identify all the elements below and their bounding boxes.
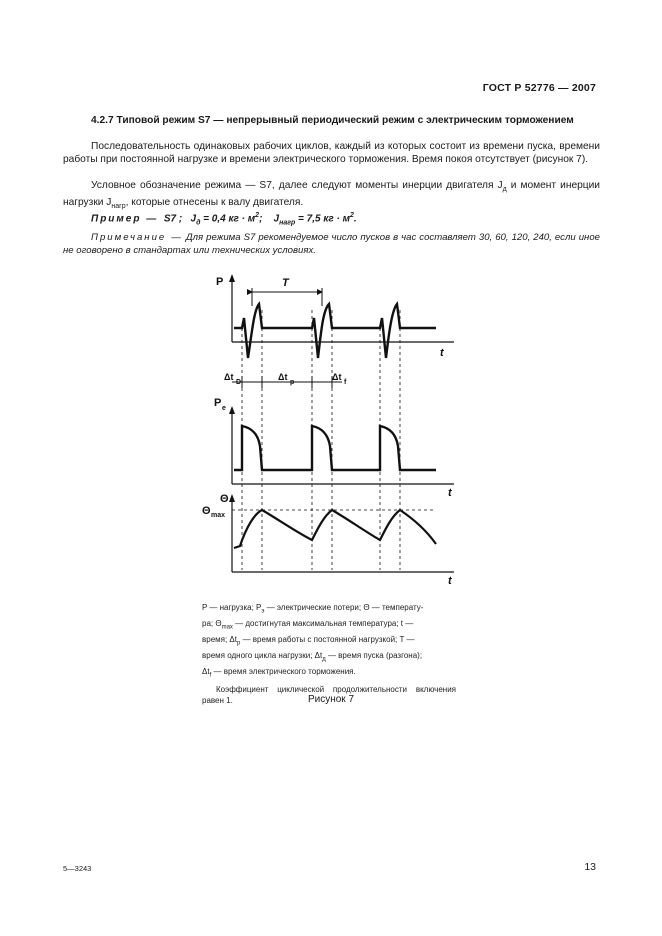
label-theta: Θ xyxy=(220,493,229,505)
pe-waveform xyxy=(234,426,436,470)
label-pe-sub: e xyxy=(222,405,226,412)
standard-number: ГОСТ Р 52776 — 2007 xyxy=(482,82,596,94)
section-heading: 4.2.7 Типовой режим S7 — непрерывный периодический режим с электрическим торможением xyxy=(91,115,574,126)
example-line: Пример — S7 ; $J_д = 0,4$ кг · $м^2$; $J_{нагр} = 7,5$ кг · $м^2$. xyxy=(91,212,357,227)
label-t-1: t xyxy=(440,347,444,359)
note: Примечание — Для режима S7 рекомендуемое число пусков в час составляет 30, 60, 120, 240, если иное не оговорено в стандартах или технических условиях. xyxy=(63,232,600,256)
p-axis-arrow xyxy=(229,274,235,282)
figure-caption: Рисунок 7 xyxy=(307,694,355,705)
figure-legend: P — нагрузка; $P_э$ — электрические потери; Θ — температу- ра; $\Theta_{max}$ — достигнутая максимальная температура; t — время; $\Delta t_p$ — время работы с постоянной нагрузкой; T — время одного цикла нагрузки; $\Delta t_д$ — время пуска (разгона); $\Delta t_f$ — время электрического торможения. Коэффициент циклической продолжительности включения равен 1. xyxy=(202,603,456,706)
theta-waveform xyxy=(234,510,436,548)
label-T: T xyxy=(282,277,289,289)
label-pe: P xyxy=(214,397,222,409)
paragraph-designation: Условное обозначение режима — S7, далее следуют моменты инерции двигателя $J_д$ и момент инерции нагрузки $J_{нагр}$, которые отнесены к валу двигателя. xyxy=(63,180,600,210)
figure-s7-diagram xyxy=(196,270,466,590)
label-t-3: t xyxy=(448,575,452,587)
label-t-2: t xyxy=(448,487,452,499)
label-theta-max: Θ xyxy=(202,505,211,517)
label-theta-max-sub: max xyxy=(211,512,226,519)
print-code: 5—3243 xyxy=(63,864,92,873)
label-dt-d: Δt xyxy=(224,372,234,382)
label-dt-d-sub: D xyxy=(236,379,242,386)
paragraph-description: Последовательность одинаковых рабочих циклов, каждый из которых состоит из времени пуска, времени работы при постоянной нагрузке и времени электрического торможения. Время покоя отсутствует (рисунок 7). xyxy=(63,141,600,165)
label-p: P xyxy=(216,276,224,288)
label-dt-p-sub: p xyxy=(290,379,295,386)
page-number: 13 xyxy=(584,861,596,873)
pe-axis-arrow xyxy=(229,406,235,414)
label-dt-f-sub: f xyxy=(344,379,347,386)
theta-axis-arrow xyxy=(229,494,235,502)
label-dt-f: Δt xyxy=(332,372,342,382)
label-dt-p: Δt xyxy=(278,372,288,382)
p-waveform xyxy=(234,304,436,358)
